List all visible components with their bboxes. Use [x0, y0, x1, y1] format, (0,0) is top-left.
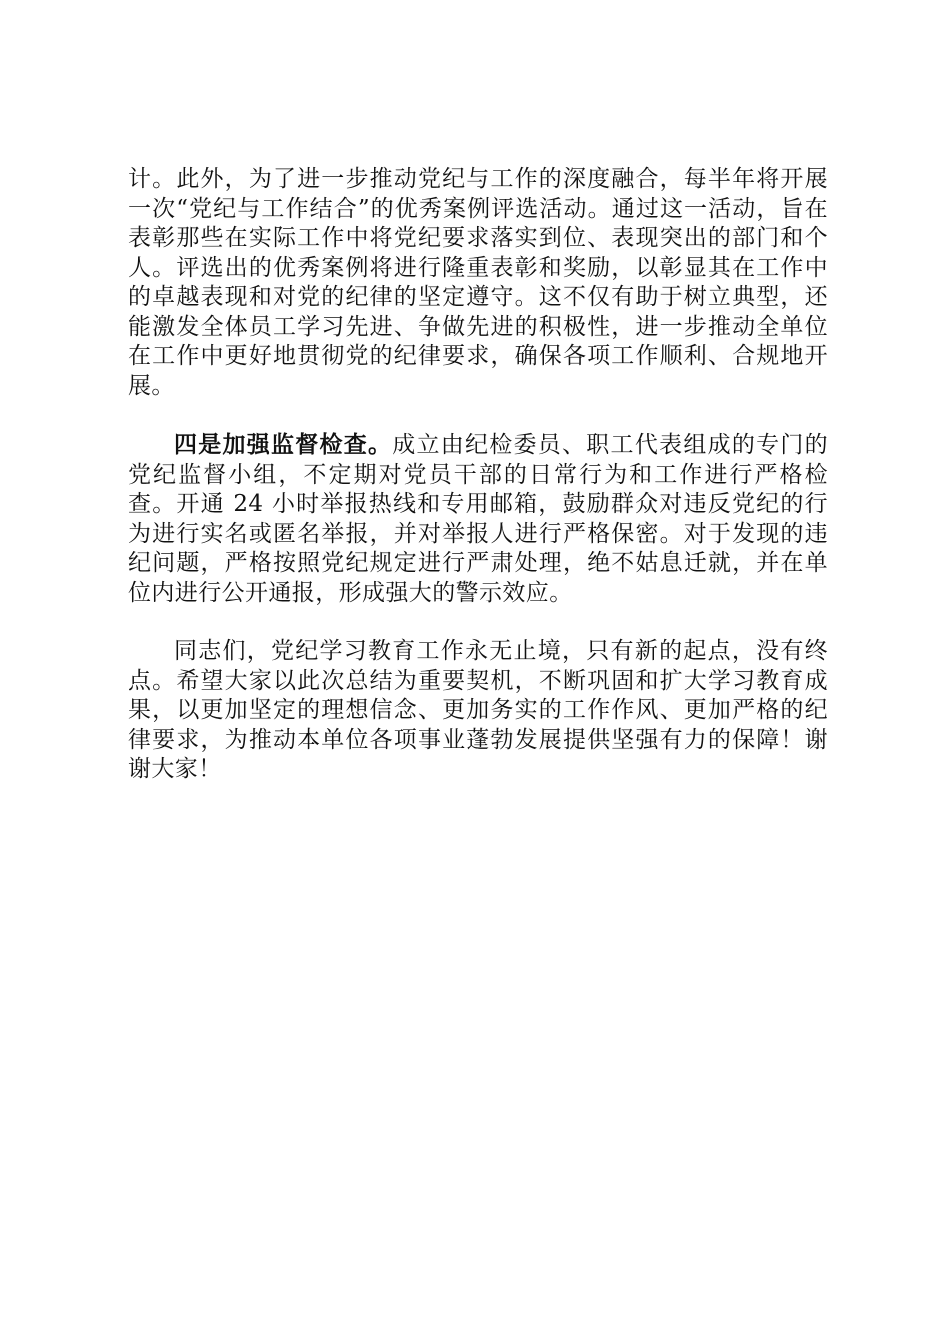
paragraph-text: 成立由纪检委员、职工代表组成的专门的党纪监督小组，不定期对党员干部的日常行为和工作进行严格检查。开通 24 小时举报热线和专用邮箱，鼓励群众对违反党纪的行为进行实名或匿名举报，并对举报人进行严格保密。对于发现的违纪问题，严格按照党纪规定进行严肃处理，绝不姑息迁就，并在单位内进行公开通报，形成强大的警示效应。: [128, 432, 828, 606]
paragraph-closing: [128, 637, 828, 785]
paragraph-heading: 四是加强监督检查。: [174, 431, 393, 458]
paragraph-text: 计。此外，为了进一步推动党纪与工作的深度融合，每半年将开展一次“党纪与工作结合”的优秀案例评选活动。通过这一活动，旨在表彰那些在实际工作中将党纪要求落实到位、表现突出的部门和个人。评选出的优秀案例将进行隆重表彰和奖励，以彰显其在工作中的卓越表现和对党的纪律的坚定遵守。这不仅有助于树立典型，还能激发全体员工学习先进、争做先进的积极性，进一步推动全单位在工作中更好地贯彻党的纪律要求，确保各项工作顺利、合规地开展。: [128, 166, 828, 399]
document-body: [128, 165, 828, 814]
paragraph-supervision: [128, 430, 828, 608]
paragraph-continuation: [128, 165, 828, 401]
paragraph-text: 同志们，党纪学习教育工作永无止境，只有新的起点，没有终点。希望大家以此次总结为重要契机，不断巩固和扩大学习教育成果，以更加坚定的理想信念、更加务实的工作作风、更加严格的纪律要求，为推动本单位各项事业蓬勃发展提供坚强有力的保障！谢谢大家！: [128, 638, 828, 782]
